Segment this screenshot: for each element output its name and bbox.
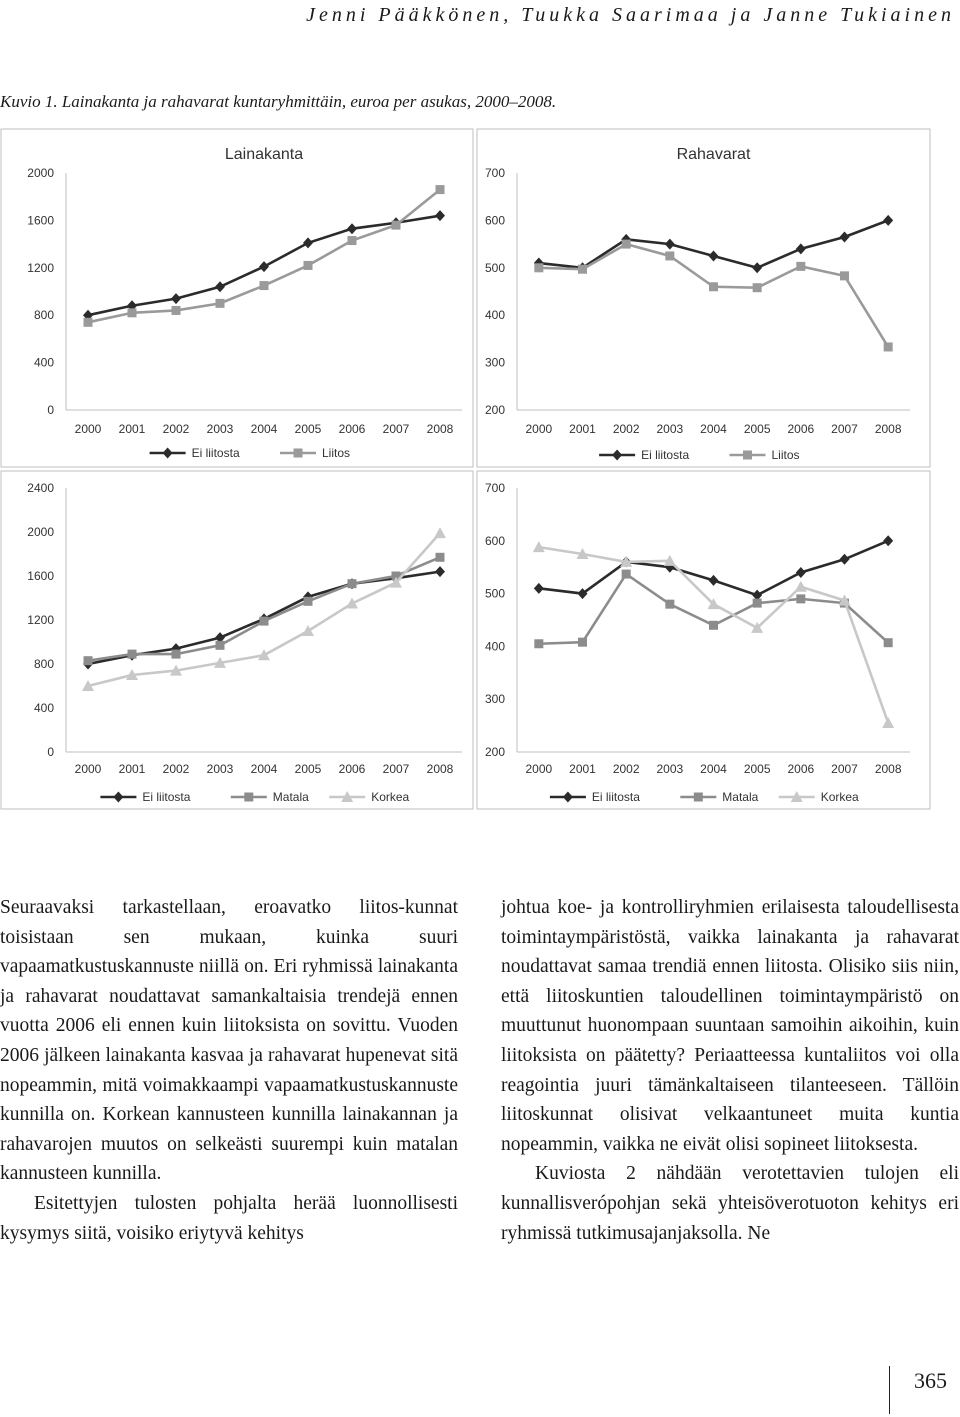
x-tick-label: 2003 [206,422,234,436]
data-point-matala [128,650,137,659]
x-tick-label: 2003 [656,762,684,776]
y-tick-label: 2000 [27,166,54,180]
data-point-ei-liitosta [347,223,357,234]
y-tick-label: 1200 [27,613,54,627]
y-tick-label: 400 [33,701,54,715]
x-tick-label: 2002 [612,422,640,436]
series-line-liitos [88,190,440,323]
x-tick-label: 2005 [743,422,771,436]
y-tick-label: 700 [484,166,505,180]
data-point-ei-liitosta [303,237,313,248]
data-point-matala [665,600,674,609]
data-point-korkea [434,527,446,538]
data-point-ei-liitosta [171,293,181,304]
data-point-liitos [709,282,718,291]
paragraph: johtua koe- ja kontrolliryhmien erilaisesta taloudellisesta toimintaympäristöstä, vaikka lainakanta ja rahavarat noudattavat samaa trendiä ennen liitosta. Olisiko siis niin, että liitoskuntien taloudellinen toimintaympäristö on muuttunut huonompaan suuntaan samoihin aikoihin, kuin liitoksista on päätetty? Periaatteessa kuntaliitos voi olla reagointia juuri tämänkaltaiseen tilanteeseen. Tällöin liitoskunnat olisivat velkaantuneet muita kuntia nopeammin, vaikka ne eivät olisi sopineet liitoksesta. [501,897,959,1155]
legend-label-liitos: Liitos [322,446,351,460]
data-point-matala [436,553,445,562]
data-point-matala [796,594,805,603]
data-point-matala [260,617,269,626]
x-tick-label: 2003 [206,762,234,776]
x-tick-label: 2001 [118,422,146,436]
legend-marker-liitos [294,449,303,458]
data-point-liitos [260,281,269,290]
chart-frame [477,471,930,809]
x-tick-label: 2004 [250,762,278,776]
data-point-matala [172,650,181,659]
legend-label-matala: Matala [722,790,759,804]
y-tick-label: 800 [33,308,54,323]
x-tick-label: 2007 [382,762,410,776]
body-column-left [0,893,458,1248]
paragraph: Seuraavaksi tarkastellaan, eroavatko liitos-kunnat toisistaan sen mukaan, kuinka suuri vapaamatkustuskannuste niillä on. Eri ryhmissä lainakanta ja rahavarat noudattavat samankaltaisia trendejä ennen vuotta 2006 eli ennen kuin liitoksista on sovittu. Vuoden 2006 jälkeen lainakanta kasvaa ja rahavarat hupenevat sitä nopeammin, mitä voimakkaampi vapaamatkustuskannuste kunnilla on. Korkean kannusteen kunnilla lainakannan ja rahavarojen muutos on selkeästi suurempi kuin matalan kannusteen kunnilla. [0,897,458,1185]
chart-lainakanta-kannuste [0,470,475,812]
x-tick-label: 2004 [700,422,727,436]
x-tick-label: 2005 [294,762,322,776]
data-point-liitos [84,318,93,327]
data-point-liitos [753,283,762,292]
series-line-korkea [539,547,888,723]
y-tick-label: 800 [33,657,54,671]
x-tick-label: 2000 [525,762,553,776]
x-tick-label: 2002 [162,422,190,436]
data-point-liitos [172,306,181,315]
legend-marker-matala [694,793,703,802]
chart-lainakanta-liitos [0,128,475,470]
chart-rahavarat-liitos [476,128,932,470]
data-point-liitos [884,342,893,351]
legend-marker-ei-liitosta [612,450,622,461]
legend-label-korkea: Korkea [371,790,410,804]
figure-caption: Kuvio 1. Lainakanta ja rahavarat kuntaryhmittäin, euroa per asukas, 2000–2008. [0,92,557,111]
y-tick-label: 600 [484,533,505,548]
x-tick-label: 2007 [382,422,410,436]
data-point-ei-liitosta [665,239,675,250]
x-tick-label: 2008 [874,422,902,436]
y-tick-label: 400 [484,639,505,654]
data-point-liitos [436,185,445,194]
data-point-matala [884,638,893,647]
x-tick-label: 2005 [743,762,771,776]
legend-label-ei-liitosta: Ei liitosta [591,790,640,804]
data-point-matala [348,579,357,588]
x-tick-label: 2001 [569,422,596,436]
legend-label-korkea: Korkea [820,790,859,804]
paragraph: Kuviosta 2 nähdään verotettavien tulojen eli kunnallisverópohjan sekä yhteisöverotuoton kehitys eri ryhmissä tutkimusajanjaksolla. Ne [501,1163,959,1244]
body-column-right [501,893,959,1248]
data-point-ei-liitosta [534,583,544,594]
data-point-ei-liitosta [796,567,806,578]
chart-title: Rahavarat [676,146,751,163]
data-point-ei-liitosta [840,554,850,565]
legend-label-matala: Matala [272,790,309,804]
y-tick-label: 200 [484,745,505,759]
legend-marker-liitos [743,451,752,460]
x-tick-label: 2001 [569,762,596,776]
legend-label-liitos: Liitos [771,448,800,462]
y-tick-label: 2000 [27,525,54,539]
data-point-matala [578,638,587,647]
y-tick-label: 0 [47,403,54,417]
data-point-liitos [665,251,674,260]
data-point-matala [709,621,718,630]
data-point-korkea [302,625,314,636]
data-point-liitos [622,240,631,249]
chart-frame [1,471,473,809]
data-point-liitos [128,308,137,317]
data-point-ei-liitosta [709,250,719,261]
y-tick-label: 300 [484,692,505,707]
x-tick-label: 2007 [831,422,858,436]
series-line-korkea [88,533,440,686]
x-tick-label: 2006 [338,762,366,776]
data-point-ei-liitosta [709,575,719,586]
x-tick-label: 2001 [118,762,146,776]
x-tick-label: 2006 [787,762,815,776]
data-point-ei-liitosta [215,281,225,292]
series-line-matala [88,557,440,660]
x-tick-label: 2006 [338,422,366,436]
data-point-matala [534,639,543,648]
data-point-ei-liitosta [435,210,445,221]
x-tick-label: 2002 [612,762,640,776]
y-tick-label: 1200 [27,260,54,275]
data-point-liitos [796,262,805,271]
y-tick-label: 2400 [27,481,54,495]
data-point-ei-liitosta [883,215,893,226]
data-point-ei-liitosta [752,262,762,273]
y-tick-label: 0 [47,745,54,759]
data-point-korkea [346,598,358,609]
legend-marker-matala [244,793,253,802]
data-point-ei-liitosta [796,243,806,254]
y-tick-label: 1600 [27,213,54,228]
data-point-liitos [534,263,543,272]
series-line-ei-liitosta [539,541,888,595]
legend-marker-ei-liitosta [563,792,573,803]
chart-rahavarat-kannuste [476,470,932,812]
x-tick-label: 2000 [74,422,102,436]
x-tick-label: 2005 [294,422,322,436]
y-tick-label: 300 [484,355,505,370]
data-point-liitos [392,221,401,230]
legend-label-ei-liitosta: Ei liitosta [191,446,240,460]
legend-marker-ei-liitosta [163,448,173,459]
x-tick-label: 2004 [250,422,278,436]
y-tick-label: 600 [484,213,505,228]
data-point-matala [304,597,313,606]
chart-title: Lainakanta [224,146,304,163]
data-point-ei-liitosta [259,261,269,272]
data-point-liitos [348,236,357,245]
chart-frame [477,129,930,467]
y-tick-label: 500 [484,586,505,601]
x-tick-label: 2006 [787,422,815,436]
x-tick-label: 2007 [831,762,858,776]
y-tick-label: 200 [484,403,505,417]
x-tick-label: 2008 [426,762,454,776]
data-point-liitos [304,261,313,270]
data-point-matala [216,641,225,650]
data-point-matala [84,656,93,665]
x-tick-label: 2008 [874,762,902,776]
y-tick-label: 400 [33,355,54,370]
data-point-korkea [882,717,894,728]
data-point-liitos [216,299,225,308]
paragraph: Esitettyjen tulosten pohjalta herää luonnollisesti kysymys siitä, voisiko eriytyvä kehitys [0,1192,458,1244]
x-tick-label: 2000 [525,422,553,436]
data-point-liitos [840,271,849,280]
x-tick-label: 2008 [426,422,454,436]
data-point-liitos [578,265,587,274]
page-number-rule [889,1366,890,1414]
x-tick-label: 2002 [162,762,190,776]
data-point-ei-liitosta [435,566,445,577]
legend-label-ei-liitosta: Ei liitosta [142,790,191,804]
data-point-ei-liitosta [883,535,893,546]
chart-frame [1,129,473,467]
x-tick-label: 2000 [74,762,102,776]
x-tick-label: 2003 [656,422,684,436]
legend-marker-ei-liitosta [113,792,123,803]
y-tick-label: 500 [484,260,505,275]
legend-label-ei-liitosta: Ei liitosta [641,448,690,462]
data-point-matala [753,599,762,608]
page-number: 365 [914,1368,947,1393]
running-header: Jenni Pääkkönen, Tuukka Saarimaa ja Janne Tukiainen [306,4,955,26]
x-tick-label: 2004 [700,762,727,776]
data-point-ei-liitosta [840,231,850,242]
y-tick-label: 700 [484,481,505,495]
data-point-korkea [795,581,807,592]
y-tick-label: 1600 [27,569,54,583]
y-tick-label: 400 [484,308,505,323]
data-point-matala [622,570,631,579]
